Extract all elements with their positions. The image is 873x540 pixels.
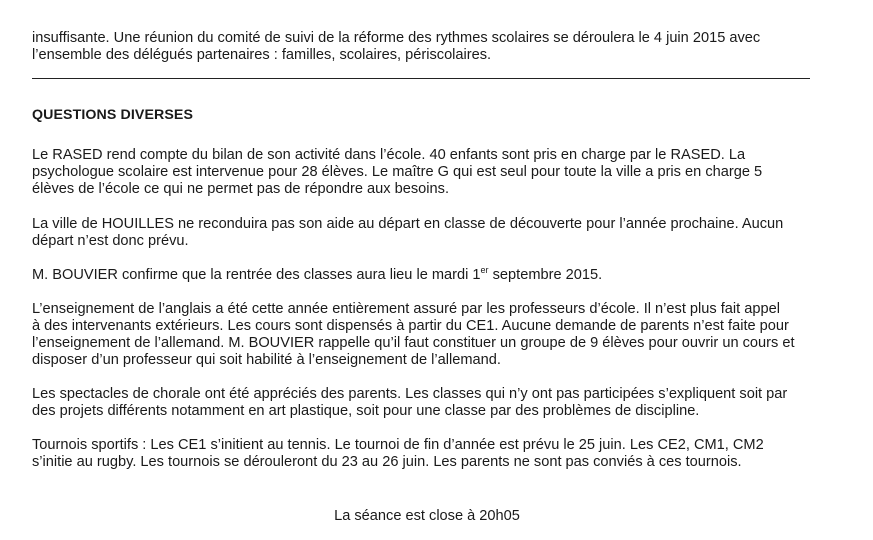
text-line: l’enseignement de l’allemand. M. BOUVIER rappelle qu’il faut constituer un groupe de 9 élèves pour ouvrir un cours et bbox=[32, 335, 795, 351]
paragraph-houilles bbox=[32, 216, 822, 250]
section-heading: QUESTIONS DIVERSES bbox=[32, 107, 194, 123]
closing-statement: La séance est close à 20h05 bbox=[334, 508, 520, 524]
text-line: élèves de l’école ce qui ne permet pas de répondre aux besoins. bbox=[32, 181, 449, 197]
text-line: à des intervenants extérieurs. Les cours sont dispensés à partir du CE1. Aucune demande de parents n’est faite pour bbox=[32, 318, 789, 334]
paragraph-chorale bbox=[32, 386, 822, 420]
horizontal-divider bbox=[32, 78, 810, 79]
paragraph-tournois bbox=[32, 437, 822, 471]
rentree-text-after: septembre 2015. bbox=[488, 267, 603, 283]
ordinal-superscript: er bbox=[480, 265, 489, 275]
text-line: Les spectacles de chorale ont été appréciés des parents. Les classes qui n’y ont pas participées s’expliquent soit par bbox=[32, 386, 788, 402]
text-line: La ville de HOUILLES ne reconduira pas son aide au départ en classe de découverte pour l’année prochaine. Aucun bbox=[32, 216, 784, 232]
text-line: s’initie au rugby. Les tournois se dérouleront du 23 au 26 juin. Les parents ne sont pas conviés à ces tournois. bbox=[32, 454, 742, 470]
text-line: départ n’est donc prévu. bbox=[32, 233, 189, 249]
text-line: Tournois sportifs : Les CE1 s’initient au tennis. Le tournoi de fin d’année est prévu le 25 juin. Les CE2, CM1, CM2 bbox=[32, 437, 764, 453]
text-line: insuffisante. Une réunion du comité de suivi de la réforme des rythmes scolaires se déroulera le 4 juin 2015 avec bbox=[32, 30, 761, 46]
text-line: des projets différents notamment en art plastique, soit pour une classe par des problèmes de discipline. bbox=[32, 403, 700, 419]
text-line: psychologue scolaire est intervenue pour 28 élèves. Le maître G qui est seul pour toute la ville a pris en charge 5 bbox=[32, 164, 763, 180]
text-line: Le RASED rend compte du bilan de son activité dans l’école. 40 enfants sont pris en charge par le RASED. La bbox=[32, 147, 746, 163]
rentree-text-before: M. BOUVIER confirme que la rentrée des classes aura lieu le mardi 1 bbox=[32, 267, 481, 283]
paragraph-rentree bbox=[32, 267, 822, 284]
text-line bbox=[32, 267, 822, 284]
paragraph-langues bbox=[32, 301, 822, 369]
text-line: L’enseignement de l’anglais a été cette année entièrement assuré par les professeurs d’école. Il n’est plus fait appel bbox=[32, 301, 780, 317]
text-line: l’ensemble des délégués partenaires : familles, scolaires, périscolaires. bbox=[32, 47, 492, 63]
intro-paragraph bbox=[32, 30, 832, 64]
text-line: disposer d’un professeur qui soit habilité à l’enseignement de l’allemand. bbox=[32, 352, 501, 368]
paragraph-rased bbox=[32, 147, 822, 198]
